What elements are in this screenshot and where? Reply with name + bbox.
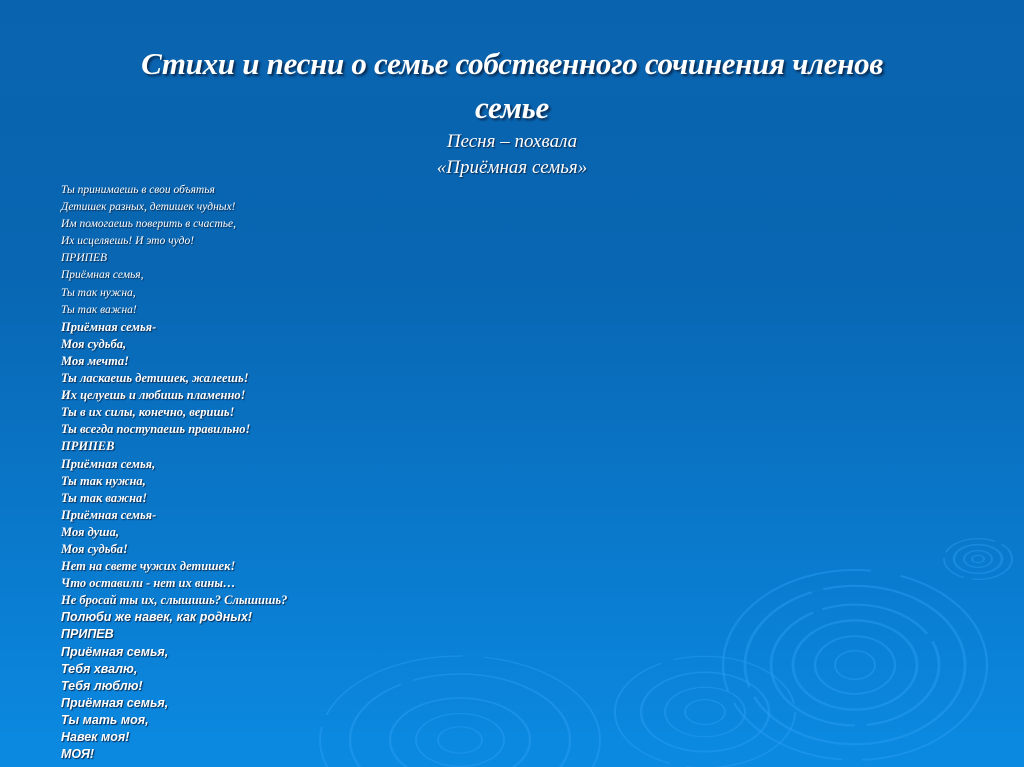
lyric-line: Ты так нужна, xyxy=(61,286,136,299)
lyric-line: Приёмная семья, xyxy=(61,456,156,471)
lyric-line: Ты ласкаешь детишек, жалеешь! xyxy=(61,371,249,386)
lyric-line: Их исцеляешь! И это чудо! xyxy=(61,235,195,248)
lyric-line: Ты мать моя, xyxy=(61,712,149,727)
slide-title-line-2: семье xyxy=(474,90,549,125)
lyric-line: Ты так важна! xyxy=(61,490,148,505)
lyric-line: Приёмная семья, xyxy=(61,269,144,282)
lyric-line: Навек моя! xyxy=(61,730,130,744)
lyric-line: Не бросай ты их, слышишь? Слышишь? xyxy=(61,593,288,608)
lyric-line: Их целуешь и любишь пламенно! xyxy=(61,388,246,403)
lyric-line: Приёмная семья, xyxy=(61,644,169,659)
lyric-line: ПРИПЕВ xyxy=(61,439,115,454)
lyric-line: Детишек разных, детишек чудных! xyxy=(61,201,236,214)
lyric-line: Моя судьба, xyxy=(61,336,127,351)
lyric-line: Моя судьба! xyxy=(61,541,128,556)
lyric-line: ПРИПЕВ xyxy=(61,252,107,265)
lyric-line: Тебя хвалю, xyxy=(61,661,138,676)
lyric-line: Ты всегда поступаешь правильно! xyxy=(61,422,251,437)
song-name-subtitle: «Приёмная семья» xyxy=(436,157,588,178)
lyric-line: Моя душа, xyxy=(61,524,119,539)
lyric-line: Полюби же навек, как родных! xyxy=(61,610,253,625)
lyric-line: Ты в их силы, конечно, веришь! xyxy=(61,405,235,420)
song-genre-subtitle: Песня – похвала xyxy=(446,131,578,152)
lyric-line: Ты принимаешь в свои объятья xyxy=(61,184,215,196)
lyric-line: Приёмная семья, xyxy=(61,695,169,710)
lyric-line: Нет на свете чужих детишек! xyxy=(61,559,236,574)
lyric-line: Ты так важна! xyxy=(61,303,137,316)
lyric-line: Приёмная семья- xyxy=(61,507,157,522)
lyric-line: МОЯ! xyxy=(61,747,95,762)
lyric-line: ПРИПЕВ xyxy=(61,627,114,642)
song-lyrics xyxy=(61,182,287,763)
lyric-line: Моя мечта! xyxy=(61,353,129,368)
lyric-line: Ты так нужна, xyxy=(61,473,146,488)
lyric-line: Им помогаешь поверить в счастье, xyxy=(61,218,236,231)
slide-title xyxy=(0,42,1024,130)
lyric-line: Что оставили - нет их вины… xyxy=(61,576,236,591)
slide-title-line-1: Стихи и песни о семье собственного сочинения членов xyxy=(141,46,883,81)
lyric-line: Приёмная семья- xyxy=(61,319,157,334)
lyric-line: Тебя люблю! xyxy=(61,678,143,693)
